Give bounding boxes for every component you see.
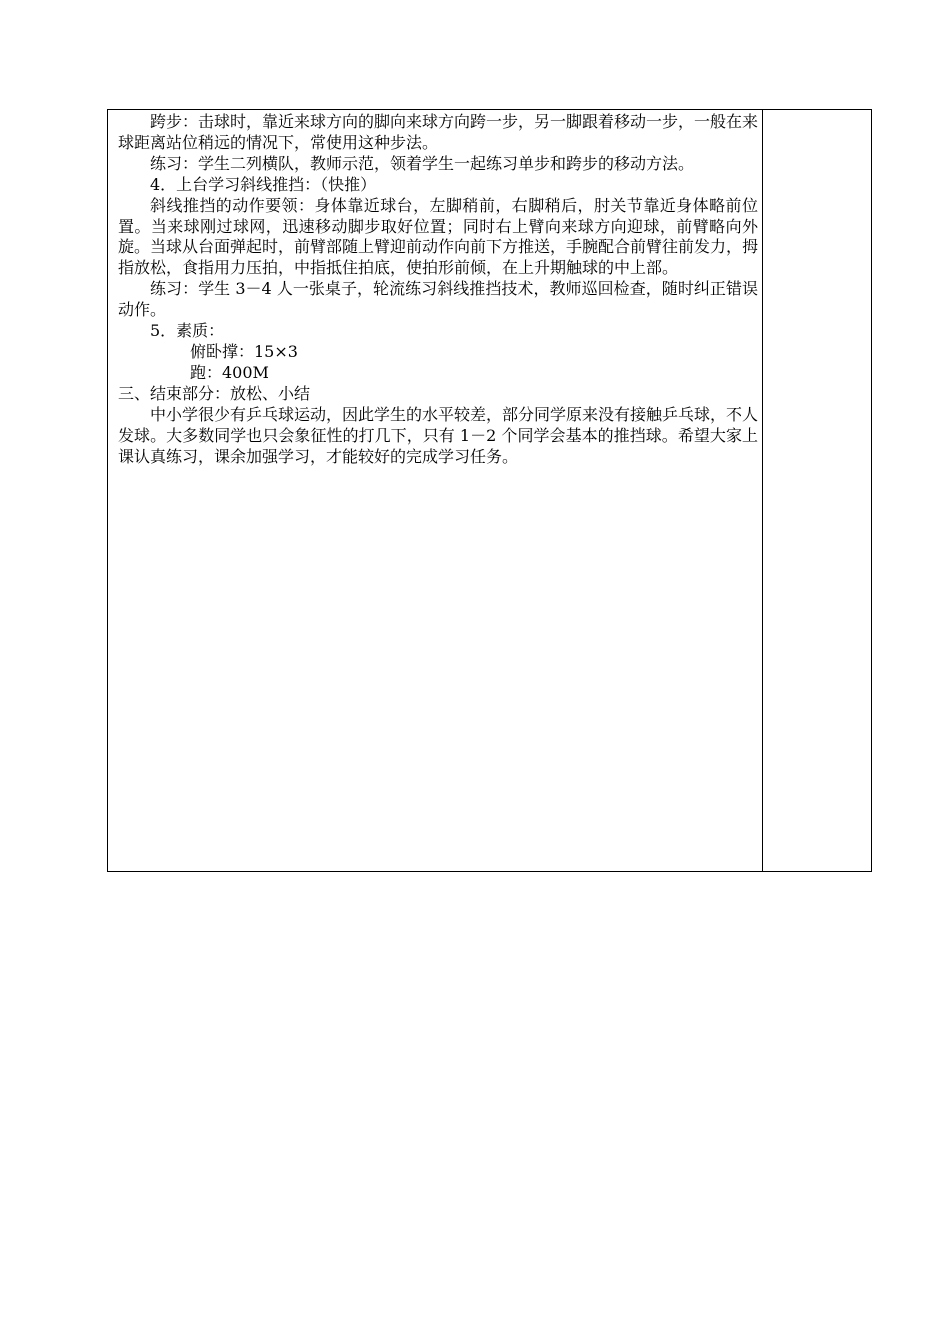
heading-item-4: 4．上台学习斜线推挡：（快推） [150, 174, 377, 194]
paragraph-practice-2: 练习：学生 3－4 人一张桌子，轮流练习斜线推挡技术，教师巡回检查，随时纠正错误动作。 [118, 279, 758, 320]
paragraph-practice-1: 练习：学生二列横队，教师示范，领着学生一起练习单步和跨步的移动方法。 [150, 153, 695, 173]
heading-section-3: 三、结束部分：放松、小结 [118, 383, 311, 403]
paragraph-summary: 中小学很少有乒乓球运动，因此学生的水平较差，部分同学原来没有接触乒乓球，不人发球。大多数同学也只会象征性的打几下，只有 1－2 个同学会基本的推挡球。希望大家上课认真练习，课余加强学习，才能较好的完成学习任务。 [118, 404, 759, 466]
notes-cell [763, 110, 871, 871]
fitness-run: 跑：400M [190, 362, 269, 382]
heading-item-5: 5．素质： [150, 321, 225, 341]
lesson-content [118, 112, 758, 467]
paragraph-push-block-technique: 斜线推挡的动作要领：身体靠近球台，左脚稍前，右脚稍后，肘关节靠近身体略前位置。当来球刚过球网，迅速移动脚步取好位置；同时右上臂向来球方向迎球，前臂略向外旋。当球从台面弹起时，前臂部随上臂迎前动作向前下方推送，手腕配合前臂往前发力，拇指放松，食指用力压拍，中指抵住拍底，使拍形前倾，在上升期触球的中上部。 [118, 195, 759, 278]
fitness-pushups: 俯卧撑：15×3 [190, 341, 298, 361]
lesson-content-cell [108, 110, 763, 871]
paragraph-cross-step: 跨步：击球时，靠近来球方向的脚向来球方向跨一步，另一脚跟着移动一步，一般在来球距离站位稍远的情况下，常使用这种步法。 [118, 112, 759, 152]
lesson-plan-table [107, 109, 872, 872]
